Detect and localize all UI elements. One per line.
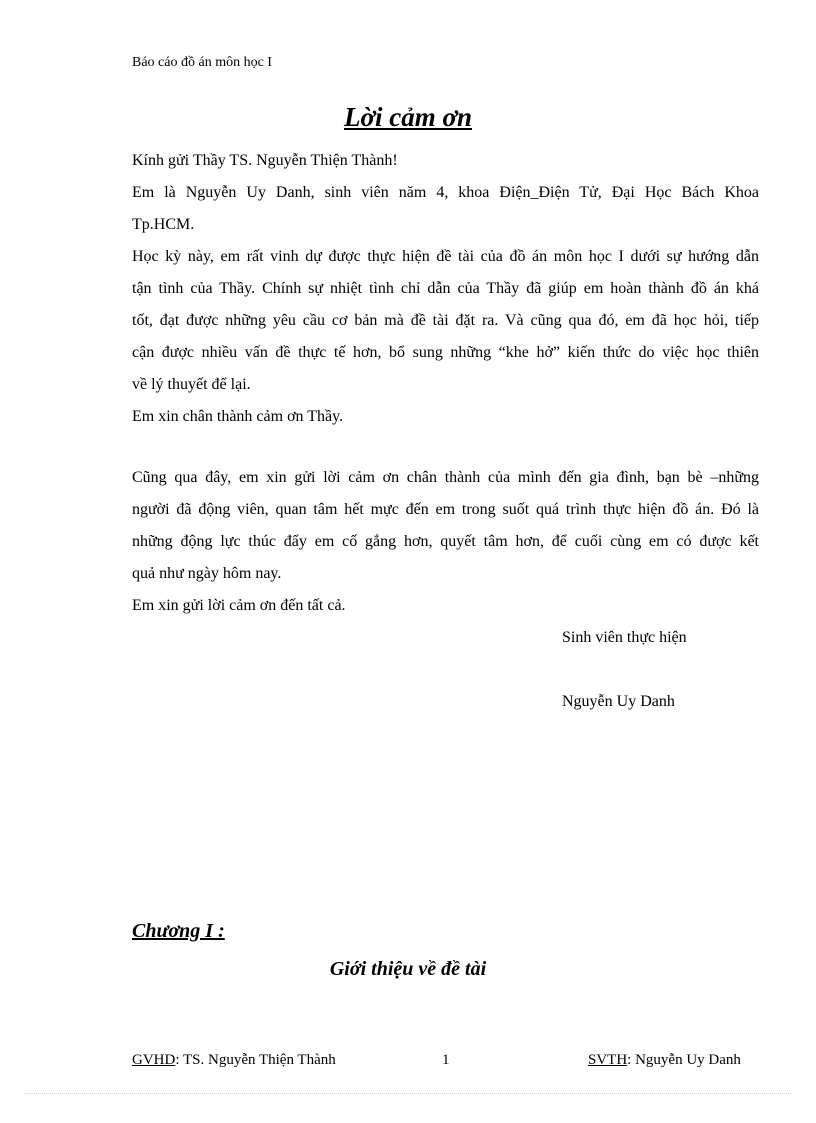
paragraph-1-line-3: tốt, đạt được những yêu cầu cơ bản mà đề tài đặt ra. Và cũng qua đó, em đã học hỏi, tiếp — [132, 312, 759, 329]
paragraph-2-line-2: người đã động viên, quan tâm hết mực đến em trong suốt quá trình thực hiện đồ án. Đó là — [132, 501, 759, 518]
intro-line-1: Em là Nguyễn Uy Danh, sinh viên năm 4, khoa Điện_Điện Tử, Đại Học Bách Khoa — [132, 184, 759, 201]
footer-advisor-value: : TS. Nguyễn Thiện Thành — [175, 1052, 336, 1068]
footer-student-label: SVTH — [588, 1052, 628, 1068]
page-bottom-divider — [25, 1093, 791, 1094]
thanks-all-line: Em xin gửi lời cảm ơn đến tất cả. — [132, 597, 346, 614]
thanks-teacher-line: Em xin chân thành cảm ơn Thầy. — [132, 408, 344, 425]
chapter-label: Chương I : — [132, 920, 225, 942]
paragraph-1-line-2: tận tình của Thầy. Chính sự nhiệt tình chỉ dẫn của Thầy đã giúp em hoàn thành đồ án khá — [132, 280, 759, 297]
paragraph-1-line-1: Học kỳ này, em rất vinh dự được thực hiện đề tài của đồ án môn học I dưới sự hướng dẫn — [132, 248, 759, 265]
greeting-line: Kính gửi Thầy TS. Nguyễn Thiện Thành! — [132, 152, 398, 169]
paragraph-1-line-4: cận được nhiều vấn đề thực tế hơn, bổ sung những “khe hở” kiến thức do việc học thiên — [132, 344, 759, 361]
paragraph-1-line-5: về lý thuyết để lại. — [132, 376, 251, 393]
footer-student-value: : Nguyễn Uy Danh — [627, 1052, 741, 1068]
acknowledgement-title: Lời cảm ơn — [344, 102, 472, 132]
chapter-title: Giới thiệu về đề tài — [329, 958, 487, 980]
footer-advisor-label: GVHD — [132, 1052, 176, 1068]
intro-line-2: Tp.HCM. — [132, 216, 195, 233]
footer-advisor — [132, 1052, 336, 1069]
footer-page-number: 1 — [442, 1052, 450, 1068]
paragraph-2-line-3: những động lực thúc đẩy em cố gắng hơn, quyết tâm hơn, để cuối cùng em có được kết — [132, 533, 759, 550]
footer-student — [588, 1052, 741, 1069]
signature-role: Sinh viên thực hiện — [562, 629, 687, 646]
paragraph-2-line-4: quả như ngày hôm nay. — [132, 565, 282, 582]
page-header: Báo cáo đồ án môn học I — [132, 55, 272, 70]
paragraph-2-line-1: Cũng qua đây, em xin gửi lời cảm ơn chân thành của mình đến gia đình, bạn bè –những — [132, 469, 759, 486]
signature-name: Nguyễn Uy Danh — [562, 693, 675, 710]
